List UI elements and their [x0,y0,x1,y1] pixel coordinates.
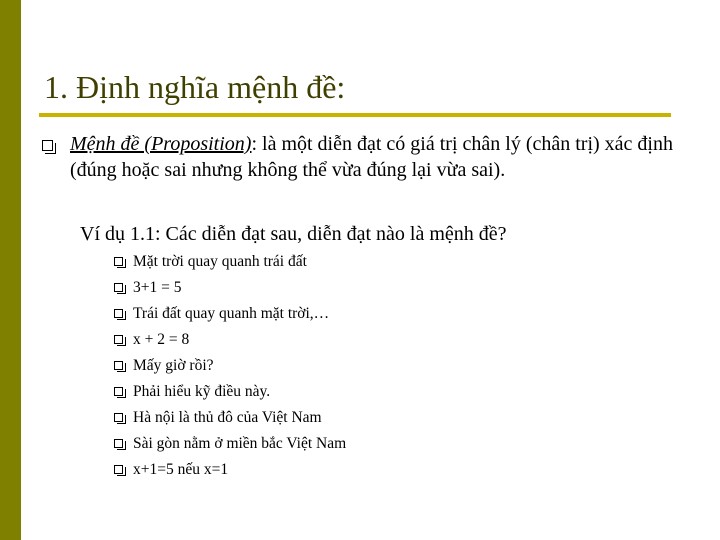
list-item [114,249,346,275]
square-bullet-icon [114,257,123,266]
list-item-text: Hà nội là thủ đô của Việt Nam [133,409,322,426]
list-item-text: Trái đất quay quanh mặt trời,… [133,305,330,322]
list-item [114,301,346,327]
side-accent-bar [0,0,21,540]
square-bullet-icon [114,309,123,318]
example-list [114,249,346,483]
list-item-text: x+1=5 nếu x=1 [133,461,229,478]
example-heading: Ví dụ 1.1: Các diễn đạt sau, diễn đạt nào là mệnh đề? [80,223,507,245]
definition-paragraph [70,131,680,183]
list-item [114,275,346,301]
square-bullet-icon [114,283,123,292]
definition-text: : là một diễn đạt có giá trị chân lý (chân trị) xác định (đúng hoặc sai nhưng không thể vừa đúng lại vừa sai). [70,133,673,181]
list-item [114,405,346,431]
square-bullet-icon [114,439,123,448]
square-bullet-icon [114,361,123,370]
definition-term: Mệnh đề (Proposition) [70,133,252,155]
list-item-text: Mấy giờ rồi? [133,357,214,374]
slide-title: 1. Định nghĩa mệnh đề: [44,69,346,105]
list-item-text: Phải hiểu kỹ điều này. [133,383,271,400]
title-underline-rule [39,113,671,117]
list-item-text: Sài gòn nằm ở miền bắc Việt Nam [133,435,347,452]
list-item [114,431,346,457]
square-bullet-icon [42,140,53,151]
main-bullet-icon [42,134,62,160]
square-bullet-icon [114,413,123,422]
list-item-text: 3+1 = 5 [133,279,182,296]
list-item [114,327,346,353]
list-item [114,379,346,405]
list-item [114,353,346,379]
list-item-text: Mặt trời quay quanh trái đất [133,253,307,270]
list-item [114,457,346,483]
square-bullet-icon [114,465,123,474]
square-bullet-icon [114,387,123,396]
list-item-text: x + 2 = 8 [133,331,190,348]
square-bullet-icon [114,335,123,344]
